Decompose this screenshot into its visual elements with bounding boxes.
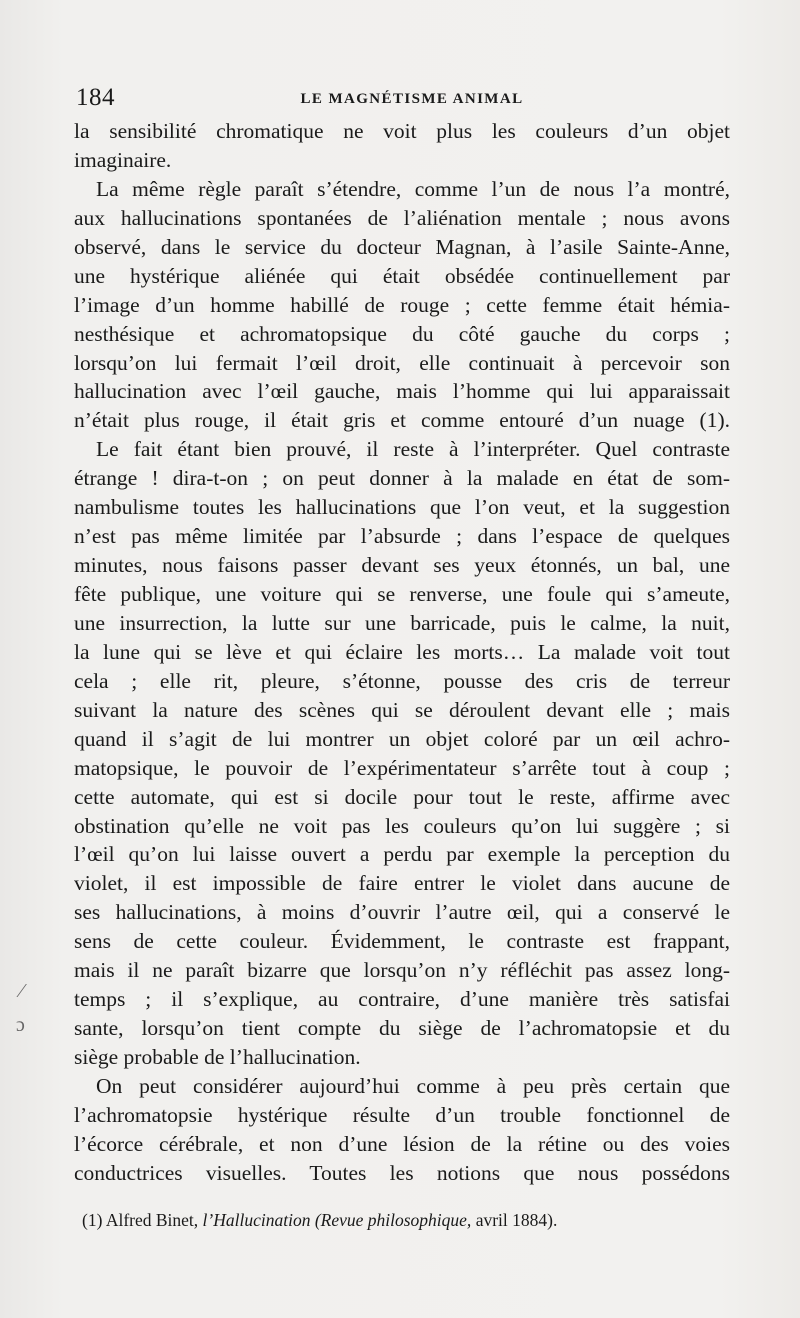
text-line: quand il s’agit de lui montrer un objet coloré par un œil achro- [74, 726, 730, 751]
text-line: On peut considérer aujourd’hui comme à peu près certain que [96, 1073, 730, 1098]
margin-pencil-mark: ɔ [16, 1014, 25, 1036]
page-number: 184 [76, 84, 115, 111]
text-line: cela ; elle rit, pleure, s’étonne, pousse des cris de terreur [74, 668, 730, 693]
body-text [74, 117, 730, 1188]
text-line: la lune qui se lève et qui éclaire les morts… La malade voit tout [74, 639, 730, 664]
text-line: la sensibilité chromatique ne voit plus les couleurs d’un objet [74, 119, 730, 143]
text-line: mais il ne paraît bizarre que lorsqu’on n’y réfléchit pas assez long- [74, 958, 730, 983]
footnote [82, 1210, 722, 1231]
text-line: lorsqu’on lui fermait l’œil droit, elle continuait à percevoir son [74, 350, 730, 375]
footnote-date: avril 1884). [475, 1210, 558, 1230]
text-line: étrange ! dira-t-on ; on peut donner à la malade en état de som- [74, 466, 730, 491]
text-line: suivant la nature des scènes qui se déroulent devant elle ; mais [74, 697, 730, 722]
footnote-source: (Revue philosophique, [314, 1210, 472, 1230]
text-line: Le fait étant bien prouvé, il reste à l’interpréter. Quel contraste [96, 437, 730, 462]
text-line: La même règle paraît s’étendre, comme l’un de nous l’a montré, [96, 176, 730, 201]
running-title: LE MAGNÉTISME ANIMAL [300, 91, 524, 107]
text-line: sante, lorsqu’on tient compte du siège de l’achromatopsie et du [74, 1016, 730, 1041]
text-line: sens de cette couleur. Évidemment, le contraste est frappant, [74, 929, 730, 954]
text-line: une insurrection, la lutte sur une barricade, puis le calme, la nuit, [74, 610, 730, 635]
page-header [76, 84, 728, 114]
text-line: une hystérique aliénée qui était obsédée continuellement par [74, 263, 730, 288]
text-line: l’achromatopsie hystérique résulte d’un trouble fonctionnel de [74, 1102, 730, 1127]
footnote-marker: (1) [82, 1210, 103, 1230]
text-line: hallucination avec l’œil gauche, mais l’homme qui lui apparaissait [74, 379, 730, 404]
text-line: violet, il est impossible de faire entrer le violet dans aucune de [74, 871, 730, 896]
text-line: matopsique, le pouvoir de l’expérimentateur s’arrête tout à coup ; [74, 755, 730, 780]
text-line: n’est pas même limitée par l’absurde ; dans l’espace de quelques [74, 524, 730, 549]
text-line: cette automate, qui est si docile pour tout le reste, affirme avec [74, 784, 730, 809]
text-line: siège probable de l’hallucination. [74, 1045, 361, 1069]
text-line: nesthésique et achromatopsique du côté gauche du corps ; [74, 321, 730, 346]
text-line: nambulisme toutes les hallucinations que l’on veut, et la suggestion [74, 495, 730, 520]
text-line: conductrices visuelles. Toutes les notions que nous possédons [74, 1160, 730, 1185]
text-line: ses hallucinations, à moins d’ouvrir l’autre œil, qui a conservé le [74, 900, 730, 925]
text-line: fête publique, une voiture qui se renverse, une foule qui s’ameute, [74, 582, 730, 606]
footnote-author: Alfred Binet, [105, 1210, 199, 1230]
text-line: imaginaire. [74, 147, 172, 172]
text-line: l’œil qu’on lui laisse ouvert a perdu par exemple la perception du [74, 842, 730, 867]
text-line: aux hallucinations spontanées de l’aliénation mentale ; nous avons [74, 205, 730, 230]
text-line: obstination qu’elle ne voit pas les couleurs qu’on lui suggère ; si [74, 813, 730, 838]
text-line: l’image d’un homme habillé de rouge ; cette femme était hémia- [74, 292, 730, 317]
margin-pencil-mark: ⁄ [20, 980, 24, 1002]
text-line: minutes, nous faisons passer devant ses yeux étonnés, un bal, une [74, 553, 730, 578]
text-line: n’était plus rouge, il était gris et comme entouré d’un nuage (1). [74, 408, 730, 433]
text-line: observé, dans le service du docteur Magnan, à l’asile Sainte-Anne, [74, 234, 730, 259]
footnote-work-title: l’Hallucination [202, 1210, 311, 1230]
text-line: l’écorce cérébrale, et non d’une lésion de la rétine ou des voies [74, 1131, 730, 1156]
text-line: temps ; il s’explique, au contraire, d’une manière très satisfai [74, 987, 730, 1012]
